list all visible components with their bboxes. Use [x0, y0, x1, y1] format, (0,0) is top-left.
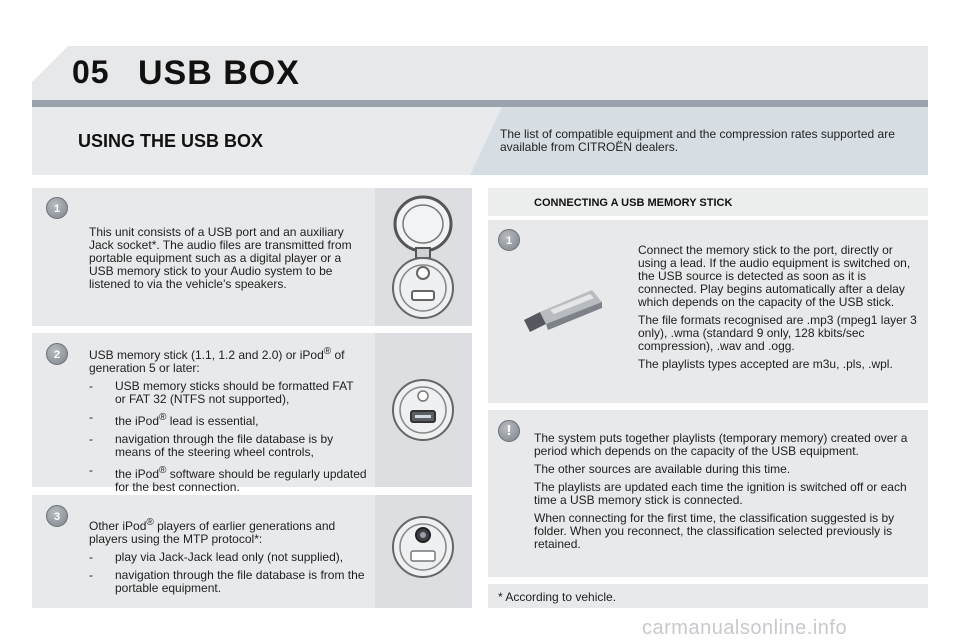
- panel-2-image: [375, 333, 472, 487]
- connect-paragraph: The file formats recognised are .mp3 (mpeg1 layer 3 only), .wma (standard 9 only, 128 kbits/sec compression), .wav and .ogg.: [638, 313, 917, 353]
- panel-1-text: This unit consists of a USB port and an auxiliary Jack socket*. The audio files are transmitted from portable equipment such as a digital player or a USB memory stick to your Audio system to be listened to via the vehicle's speakers.: [89, 225, 352, 291]
- panel-3-lead: [89, 516, 367, 546]
- list-item-text: software should be regularly updated for the best connection.: [115, 467, 367, 494]
- warning-paragraph: The playlists are updated each time the ignition is switched off or each time a USB memory stick is connected.: [534, 480, 907, 507]
- panel-1-image: [375, 188, 472, 326]
- list-item-text: the iPod: [115, 414, 160, 428]
- header-divider: [32, 100, 928, 107]
- registered-mark: ®: [323, 346, 332, 357]
- lead-text: players of earlier generations and players using the MTP protocol*:: [89, 519, 336, 546]
- registered-mark: ®: [146, 517, 154, 528]
- warning-paragraph: When connecting for the first time, the classification suggested is by folder. When you reconnect, the classification selected previously is retained.: [534, 511, 895, 551]
- footnote: * According to vehicle.: [498, 590, 617, 604]
- jack-socket-icon: [375, 495, 472, 608]
- list-dash: -: [89, 379, 93, 393]
- panel-3-image: [375, 495, 472, 608]
- list-item: [89, 411, 367, 428]
- registered-mark: ®: [159, 412, 167, 423]
- panel-3-text: [89, 516, 367, 600]
- list-item: [89, 551, 367, 564]
- warning-paragraph: The other sources are available during this time.: [534, 462, 791, 476]
- list-dash: -: [89, 410, 93, 424]
- step-badge-3: 3: [46, 505, 68, 527]
- usb-port-icon: [375, 333, 472, 487]
- panel-2-lead: [89, 345, 367, 375]
- panel-2-text: [89, 345, 367, 499]
- lead-text: Other iPod: [89, 519, 147, 533]
- watermark: carmanualsonline.info: [642, 617, 848, 639]
- step-badge-1: 1: [46, 197, 68, 219]
- list-item-text: lead is essential,: [166, 414, 259, 428]
- usb-memory-stick-icon: [520, 288, 606, 334]
- list-item-text: navigation through the file database is from the portable equipment.: [115, 568, 365, 595]
- list-item-text: the iPod: [115, 467, 160, 481]
- panel-3-list: [89, 551, 367, 595]
- lead-text: of generation 5 or later:: [89, 348, 345, 375]
- usb-box-open-icon: [375, 188, 472, 326]
- warning-paragraph: The system puts together playlists (temporary memory) created over a period which depends on the capacity of the USB equipment.: [534, 431, 908, 458]
- list-item-text: navigation through the file database is by means of the steering wheel controls,: [115, 432, 334, 459]
- connect-paragraph: The playlists types accepted are m3u, .pls, .wpl.: [638, 357, 893, 371]
- connect-text: [638, 244, 920, 376]
- list-item: [89, 433, 367, 459]
- warning-icon: !: [498, 420, 520, 442]
- chapter-title: USB BOX: [138, 54, 300, 92]
- list-item-text: play via Jack-Jack lead only (not supplied),: [115, 550, 344, 564]
- intro-text: The list of compatible equipment and the compression rates supported are available from CITROËN dealers.: [500, 127, 895, 154]
- step-badge-2: 2: [46, 343, 68, 365]
- list-item-text: USB memory sticks should be formatted FAT or FAT 32 (NTFS not supported),: [115, 379, 354, 406]
- panel-2-list: [89, 380, 367, 494]
- list-item: [89, 464, 367, 494]
- list-dash: -: [89, 550, 93, 564]
- step-badge-connect: 1: [498, 229, 520, 251]
- warning-text: [534, 432, 910, 556]
- lead-text: USB memory stick (1.1, 1.2 and 2.0) or iPod: [89, 348, 324, 362]
- list-dash: -: [89, 432, 93, 446]
- list-dash: -: [89, 463, 93, 477]
- list-dash: -: [89, 568, 93, 582]
- list-item: [89, 569, 367, 595]
- connect-title: CONNECTING A USB MEMORY STICK: [534, 197, 733, 209]
- chapter-number: 05: [72, 54, 110, 90]
- list-item: [89, 380, 367, 406]
- section-title: USING THE USB BOX: [78, 131, 264, 151]
- registered-mark: ®: [159, 465, 167, 476]
- connect-paragraph: Connect the memory stick to the port, directly or using a lead. If the audio equipment is switched on, the USB source is detected as soon as it is connected. Play begins automatically after a delay which depends on the capacity of the USB stick.: [638, 243, 911, 309]
